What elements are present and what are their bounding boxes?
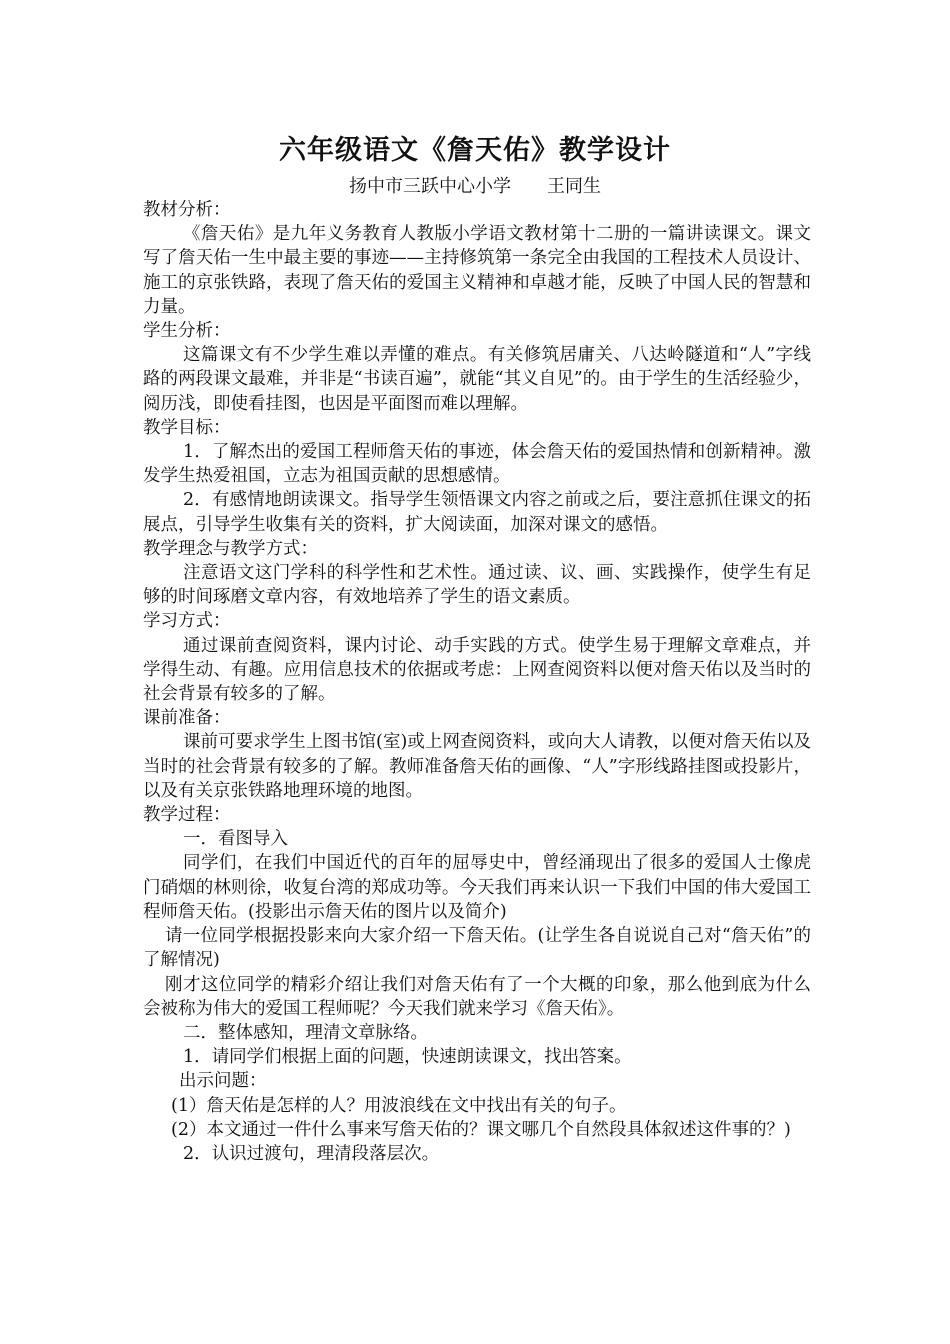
- paragraph-step1-2: 请一位同学根据投影来向大家介绍一下詹天佑。(让学生各自说说自己对“詹天佑”的了解情况): [143, 926, 811, 971]
- section-heading-prep: 课前准备：: [143, 708, 231, 729]
- step2-item-2: 2．认识过渡句，理清段落层次。: [183, 1143, 440, 1164]
- paragraph-goal-1: 1．了解杰出的爱国工程师詹天佑的事迹，体会詹天佑的爱国热情和创新精神。激发学生热爱祖国，立志为祖国贡献的思想感情。: [143, 442, 811, 487]
- step2-show-questions: 出示问题：: [179, 1071, 267, 1092]
- school-name: 扬中市三跃中心小学: [349, 176, 511, 197]
- paragraph-study: 通过课前查阅资料，课内讨论、动手实践的方式。使学生易于理解文章难点，并学得生动、有趣。应用信息技术的依据或考虑：上网查阅资料以便对詹天佑以及当时的社会背景有较多的了解。: [143, 635, 811, 705]
- document-title: 六年级语文《詹天佑》教学设计: [279, 135, 671, 166]
- section-heading-student: 学生分析：: [143, 321, 231, 342]
- section-heading-material: 教材分析：: [143, 200, 231, 220]
- step2-item-1: 1．请同学们根据上面的问题，快速朗读课文，找出答案。: [183, 1047, 632, 1068]
- step1-heading: 一．看图导入: [183, 829, 288, 850]
- teacher-name: 王同生: [547, 176, 601, 197]
- paragraph-step1-1: 同学们，在我们中国近代的百年的屈辱史中，曾经涌现出了很多的爱国人士像虎门硝烟的林则徐，收复台湾的郑成功等。今天我们再来认识一下我们中国的伟大爱国工程师詹天佑。(投影出示詹天佑的图片以及简介): [143, 853, 811, 922]
- step2-heading: 二．整体感知，理清文章脉络。: [183, 1022, 428, 1043]
- step2-question-2: (2）本文通过一件什么事来写詹天佑的？课文哪几个自然段具体叙述这件事的？): [171, 1119, 791, 1140]
- section-heading-study: 学习方式：: [143, 611, 231, 632]
- document-body: [143, 198, 811, 1166]
- step2-question-1: (1）詹天佑是怎样的人？用波浪线在文中找出有关的句子。: [171, 1095, 627, 1116]
- paragraph-prep: 课前可要求学生上图书馆(室)或上网查阅资料，或向大人请教，以便对詹天佑以及当时的社会背景有较多的了解。教师准备詹天佑的画像、“人”字形线路挂图或投影片，以及有关京张铁路地理环境的地图。: [143, 732, 811, 801]
- section-heading-goal: 教学目标：: [143, 417, 231, 438]
- paragraph-goal-2: 2．有感情地朗读课文。指导学生领悟课文内容之前或之后，要注意抓住课文的拓展点，引导学生收集有关的资料，扩大阅读面，加深对课文的感悟。: [143, 490, 811, 535]
- paragraph-idea: 注意语文这门学科的科学性和艺术性。通过读、议、画、实践操作，使学生有足够的时间琢磨文章内容，有效地培养了学生的语文素质。: [143, 563, 811, 608]
- section-heading-process: 教学过程：: [143, 805, 231, 826]
- paragraph-student: 这篇课文有不少学生难以弄懂的难点。有关修筑居庸关、八达岭隧道和“人”字线路的两段课文最难，并非是“书读百遍”，就能“其义自见”的。由于学生的生活经验少，阅历浅，即使看挂图，也因是平面图而难以理解。: [143, 345, 811, 414]
- author-line: [0, 174, 950, 200]
- paragraph-material: 《詹天佑》是九年义务教育人教版小学语文教材第十二册的一篇讲读课文。课文写了詹天佑一生中最主要的事迹——主持修筑第一条完全由我国的工程技术人员设计、施工的京张铁路，表现了詹天佑的爱国主义精神和卓越才能，反映了中国人民的智慧和力量。: [143, 224, 811, 317]
- section-heading-idea: 教学理念与教学方式：: [143, 538, 318, 559]
- paragraph-step1-3: 刚才这位同学的精彩介绍让我们对詹天佑有了一个大概的印象，那么他到底为什么会被称为伟大的爱国工程师呢？今天我们就来学习《詹天佑》。: [143, 974, 811, 1019]
